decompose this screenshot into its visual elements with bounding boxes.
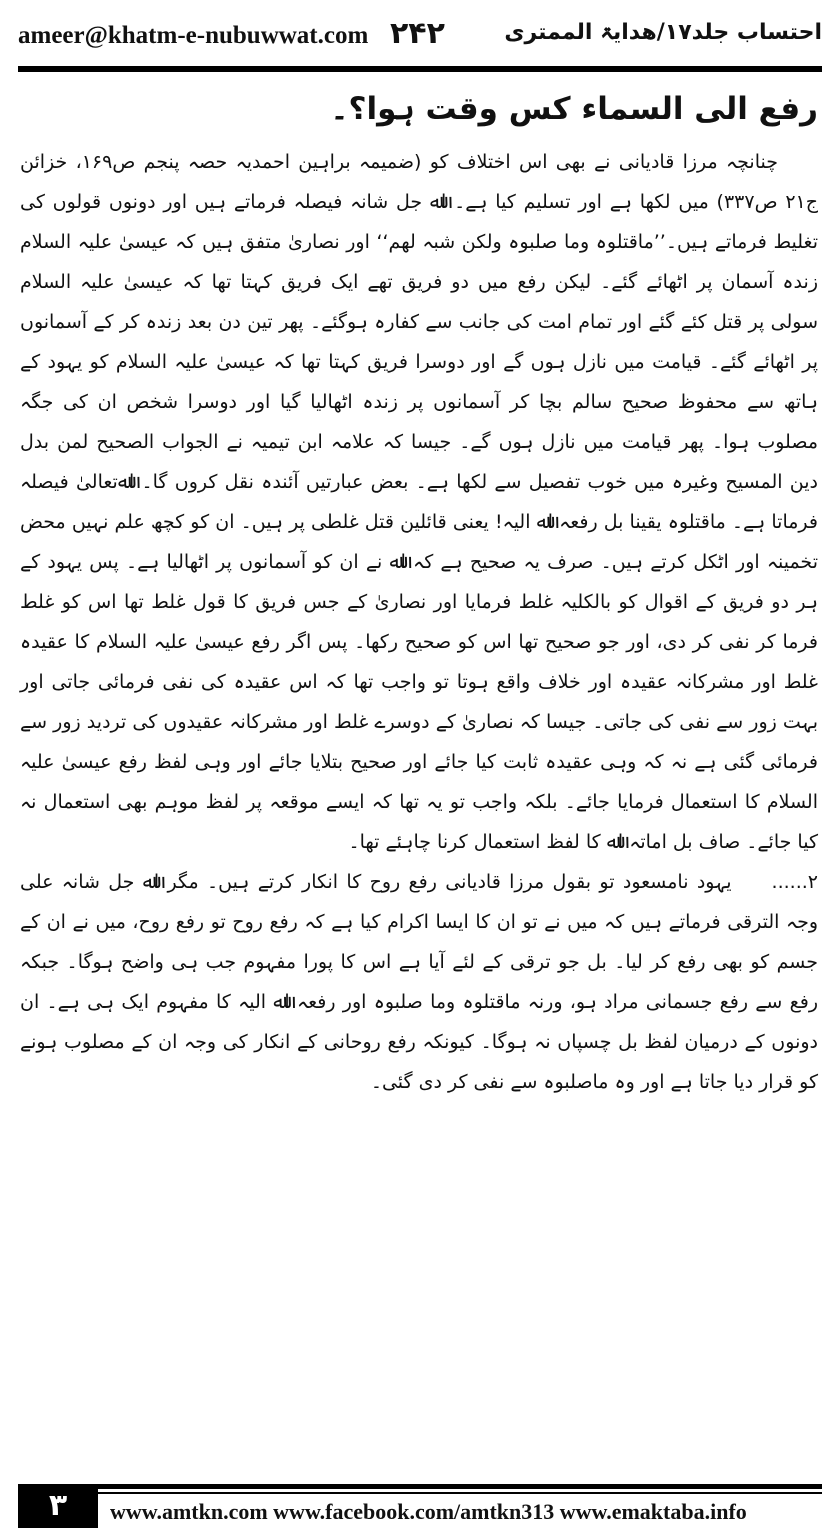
header-email: ameer@khatm-e-nubuwwat.com: [18, 22, 369, 49]
numbered-point: [20, 862, 818, 1102]
page-number: ۲۴۲: [390, 16, 445, 51]
point-number: ۲......: [771, 871, 818, 893]
point-text: یہود نامسعود تو بقول مرزا قادیانی رفع روح کا انکار کرتے ہیں۔ مگر اﷲ جل شانہ علی وجہ الترقی فرماتے ہیں کہ میں نے تو ان کا ایسا اکرام کیا ہے کہ رفع روح تو رفع روح، میں نے ان کے جسم کو بھی رفع کر لیا۔ بل جو ترقی کے لئے آیا ہے اس کا پورا مفہوم جب ہی واضح ہوگا۔ جبکہ رفع سے رفع جسمانی مراد ہو، ورنہ ماقتلوہ وما صلبوہ اور رفعہ اﷲ الیہ کا مفہوم ایک ہی ہے۔ ان دونوں کے درمیان لفظ بل چسپاں نہ ہوگا۔ کیونکہ رفع روحانی کے انکار کی وجہ ان کے مصلوب ہونے کو قرار دیا جاتا ہے اور وہ ماصلبوہ سے نفی کر دی گئی۔: [20, 871, 818, 1093]
book-title: احتساب جلد۱۷/ھدایۃ الممتری: [504, 20, 822, 45]
header-divider: [18, 66, 822, 72]
footer-page-box: ۳: [18, 1484, 98, 1528]
section-heading: رفع الی السماء کس وقت ہوا؟۔: [330, 91, 818, 127]
page-footer: [18, 1484, 822, 1528]
footer-rule: [98, 1484, 822, 1489]
footer-rule-thin: [98, 1492, 822, 1494]
body-text: [20, 142, 818, 1102]
page-header: [18, 18, 822, 64]
footer-links: www.amtkn.com www.facebook.com/amtkn313 www.emaktaba.info: [110, 1499, 747, 1524]
paragraph: چنانچہ مرزا قادیانی نے بھی اس اختلاف کو (ضمیمہ براہین احمدیہ حصہ پنجم ص۱۶۹، خزائن ج۲۱ ص۳۳۷) میں لکھا ہے اور تسلیم کیا ہے۔ اﷲ جل شانہ فیصلہ فرماتے ہیں اور دونوں قولوں کی تغلیط فرماتے ہیں۔’’ماقتلوہ وما صلبوہ ولکن شبہ لھم‘‘ اور نصاریٰ متفق ہیں کہ عیسیٰ علیہ السلام زندہ آسمان پر اٹھائے گئے۔ لیکن رفع میں دو فریق تھے ایک فریق کہتا تھا کہ عیسیٰ علیہ السلام سولی پر قتل کئے گئے اور تمام امت کی جانب سے کفارہ ہوگئے۔ پھر تین دن بعد زندہ کر کے آسمانوں پر اٹھائے گئے۔ قیامت میں نازل ہوں گے اور دوسرا فریق کہتا تھا کہ عیسیٰ علیہ السلام کو یہود کے ہاتھ سے محفوظ صحیح سالم بچا کر آسمانوں پر زندہ اٹھالیا گیا اور دوسرا شخص ان کی جگہ مصلوب ہوا۔ پھر قیامت میں نازل ہوں گے۔ جیسا کہ علامہ ابن تیمیہ نے الجواب الصحیح لمن بدل دین المسیح وغیرہ میں خوب تفصیل سے لکھا ہے۔ بعض عبارتیں آئندہ نقل کروں گا۔ اﷲتعالیٰ فیصلہ فرماتا ہے۔ ماقتلوہ یقینا بل رفعہ اﷲ الیہ! یعنی قائلین قتل غلطی پر ہیں۔ ان کو کچھ علم نہیں محض تخمینہ اور اٹکل کرتے ہیں۔ صرف یہ صحیح ہے کہ اﷲ نے ان کو آسمانوں پر اٹھالیا ہے۔ پس یہود کے ہر دو فریق کے اقوال کو بالکلیہ غلط فرمایا اور نصاریٰ کے جس فریق کا قول غلط تھا اس کو غلط فرما کر نفی کر دی، اور جو صحیح تھا اس کو صحیح رکھا۔ پس اگر رفع عیسیٰ علیہ السلام کا عقیدہ غلط اور مشرکانہ عقیدہ اور خلاف واقع ہوتا تو واجب تھا کہ اس عقیدہ کی نفی فرمائی جاتی اور بہت زور سے نفی کی جاتی۔ جیسا کہ نصاریٰ کے دوسرے غلط اور مشرکانہ عقیدوں کی تردید زور سے فرمائی گئی ہے نہ کہ وہی عقیدہ ثابت کیا جائے اور صحیح بتلایا جائے اور وہی لفظ رفع عیسیٰ علیہ السلام کا استعمال فرمایا جائے۔ بلکہ واجب تو یہ تھا کہ ایسے موقعہ پر لفظ موہم بھی استعمال نہ کیا جائے۔ صاف بل اماتہ اﷲ کا لفظ استعمال کرنا چاہئے تھا۔: [20, 151, 818, 853]
